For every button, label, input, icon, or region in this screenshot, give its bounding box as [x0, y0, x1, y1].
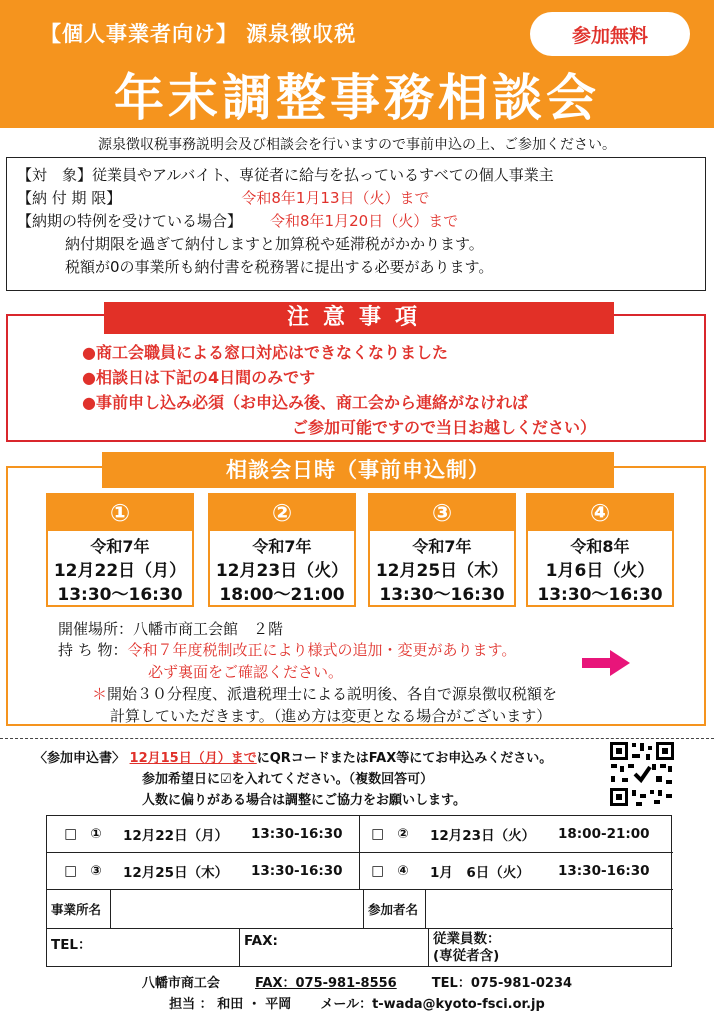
card-date: 12月23日（火）	[215, 561, 349, 581]
deadline-value: 令和8年1月13日（火）まで	[241, 189, 430, 207]
info-box	[6, 157, 706, 291]
option-date: 12月23日（火）	[430, 828, 536, 844]
org-name: 八幡市商工会	[141, 976, 220, 991]
fax-field[interactable]	[240, 929, 429, 966]
tel-field[interactable]	[47, 929, 240, 966]
business-name-label: 事業所名	[51, 902, 102, 917]
form-option-3[interactable]	[47, 853, 360, 890]
deadline-label: 【納 付 期 限】	[17, 189, 122, 207]
option-num: ②	[397, 826, 409, 842]
deadline-row	[17, 187, 695, 210]
card-era: 令和7年	[252, 537, 312, 556]
apply-label: 〈参加申込書〉	[34, 751, 126, 766]
arrow-right-icon	[582, 650, 630, 676]
note-line-2: 計算していただきます。（進め方は変更となる場合がございます）	[110, 707, 552, 725]
card-number: ②	[210, 495, 354, 531]
page-title: 年末調整事務相談会	[114, 69, 600, 127]
intro-text: 源泉徴収税事務説明会及び相談会を行いますので事前申込の上、ご参加ください。	[98, 137, 616, 153]
apply-line-2: 参加希望日に☑を入れてください。（複数回答可）	[142, 772, 434, 787]
participant-label-cell	[364, 890, 426, 929]
card-date: 12月25日（木）	[375, 561, 509, 581]
option-num: ④	[397, 863, 409, 879]
card-era: 令和7年	[412, 537, 472, 556]
qr-code-icon[interactable]	[608, 740, 676, 808]
notice-item: ●事前申し込み必須（お申込み後、商工会から連絡がなければ	[82, 393, 528, 412]
option-num: ①	[90, 826, 102, 842]
note-line-1: 開始３０分程度、派遣税理士による説明後、各自で源泉徴収税額を	[107, 685, 558, 703]
card-number: ①	[48, 495, 192, 531]
free-participation-badge: 参加無料	[530, 12, 690, 56]
info-note-1: 納付期限を過ぎて納付しますと加算税や延滞税がかかります。	[65, 235, 484, 253]
notice-item: ●相談日は下記の4日間のみです	[82, 368, 316, 387]
option-num: ③	[90, 863, 102, 879]
card-date: 12月22日（月）	[53, 561, 187, 581]
participant-label: 参加者名	[368, 902, 419, 917]
card-number: ③	[370, 495, 514, 531]
card-time: 13:30～16:30	[537, 585, 663, 605]
footer-contact-line-1	[0, 972, 714, 991]
notice-list	[82, 340, 596, 440]
schedule-card-1	[46, 493, 194, 607]
card-era: 令和8年	[570, 537, 630, 556]
target-row: 【対 象】従業員やアルバイト、専従者に給与を払っているすべての個人事業主	[17, 166, 554, 184]
header-subtitle: 【個人事業者向け】 源泉徴収税	[40, 22, 357, 46]
option-time: 13:30-16:30	[558, 863, 650, 879]
special-label: 【納期の特例を受けている場合】	[17, 212, 243, 230]
employees-note: (専従者含)	[433, 948, 500, 964]
business-name-label-cell	[47, 890, 111, 929]
participant-field[interactable]	[426, 890, 673, 929]
option-date: 12月25日（木）	[123, 865, 229, 881]
card-number: ④	[528, 495, 672, 531]
business-name-field[interactable]	[111, 890, 364, 929]
application-instructions	[34, 748, 552, 811]
card-era: 令和7年	[90, 537, 150, 556]
option-time: 13:30-16:30	[251, 863, 343, 879]
bring-text: 令和７年度税制改正により様式の追加・変更があります。	[127, 641, 517, 659]
bring-items	[58, 639, 516, 683]
form-option-1[interactable]	[47, 816, 360, 853]
bring-label: 持 ち 物：	[58, 641, 128, 659]
option-time: 18:00-21:00	[558, 826, 650, 842]
bring-text-2: 必ず裏面をご確認ください。	[148, 663, 344, 681]
staff-contact: 担当 ： 和田 ・ 平岡	[169, 997, 292, 1012]
notice-item-continuation: ご参加可能ですので当日お越しください）	[292, 418, 597, 437]
application-form	[46, 815, 672, 967]
schedule-card-4	[526, 493, 674, 607]
special-value: 令和8年1月20日（火）まで	[270, 212, 459, 230]
schedule-title: 相談会日時（事前申込制）	[102, 452, 614, 488]
notice-box	[6, 305, 706, 442]
option-date: 12月22日（月）	[123, 828, 229, 844]
schedule-box	[6, 458, 706, 726]
checkbox-2[interactable]: □	[371, 826, 384, 842]
tel-label: TEL：	[51, 937, 92, 953]
schedule-card-2	[208, 493, 356, 607]
employees-field[interactable]	[429, 929, 673, 966]
form-option-2[interactable]	[360, 816, 673, 853]
card-date: 1月6日（火）	[545, 561, 655, 581]
tel-number: TEL：075-981-0234	[431, 976, 573, 991]
checkbox-3[interactable]: □	[64, 863, 77, 879]
apply-line-3: 人数に偏りがある場合は調整にご協力をお願いします。	[142, 793, 466, 808]
schedule-note	[92, 683, 557, 727]
email-link[interactable]: メール：t-wada@kyoto-fsci.or.jp	[320, 997, 545, 1012]
notice-title: 注意事項	[104, 302, 614, 334]
info-note-2: 税額が0の事業所も納付書を税務署に提出する必要があります。	[65, 258, 494, 276]
apply-deadline: 12月15日（月）まで	[129, 751, 257, 766]
card-time: 13:30～16:30	[379, 585, 505, 605]
option-time: 13:30-16:30	[251, 826, 343, 842]
cut-line	[0, 738, 714, 739]
apply-line-1: にQRコードまたはFAX等にてお申込みください。	[256, 751, 553, 766]
employees-label: 従業員数：	[433, 931, 501, 947]
note-star: ＊	[92, 685, 108, 703]
header-banner	[0, 0, 714, 128]
checkbox-1[interactable]: □	[64, 826, 77, 842]
fax-number: FAX：075-981-8556	[255, 976, 397, 991]
fax-label: FAX:	[244, 933, 278, 949]
special-row	[17, 210, 695, 233]
form-option-4[interactable]	[360, 853, 673, 890]
option-date: 1月 6日（火）	[430, 865, 530, 881]
checkbox-4[interactable]: □	[371, 863, 384, 879]
footer-contact-line-2	[0, 993, 714, 1012]
card-time: 18:00～21:00	[219, 585, 345, 605]
schedule-card-3	[368, 493, 516, 607]
venue-text: 開催場所：八幡市商工会館 ２階	[58, 620, 284, 638]
card-time: 13:30～16:30	[57, 585, 183, 605]
notice-item: ●商工会職員による窓口対応はできなくなりました	[82, 343, 448, 362]
